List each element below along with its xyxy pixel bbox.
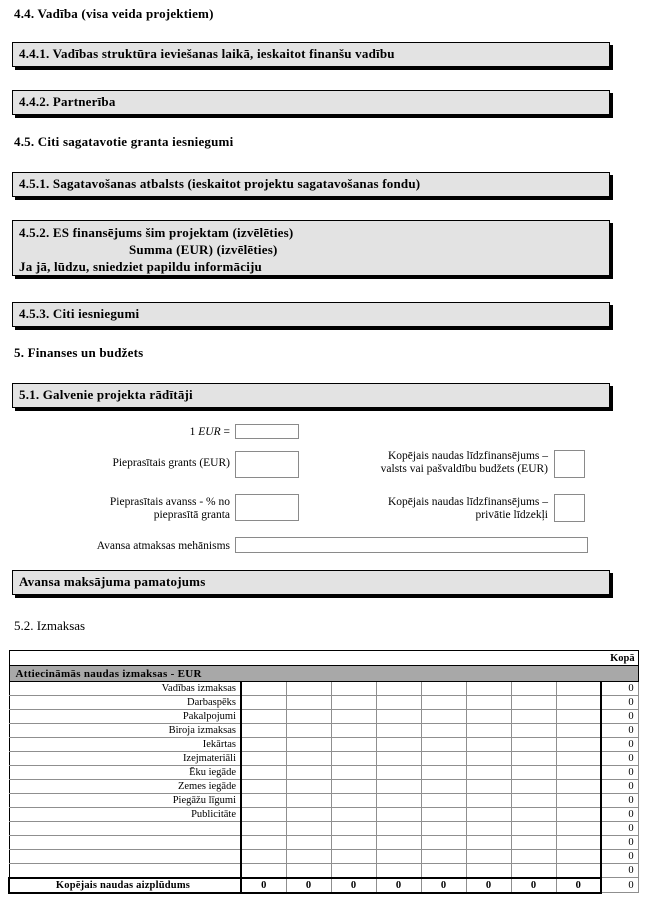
cost-cell[interactable] — [241, 766, 286, 780]
section-bar-4-5-2-line3: Ja jā, lūdzu, sniedziet papildu informāciju — [19, 259, 262, 274]
cost-cell[interactable] — [376, 864, 421, 878]
advance-percent-label — [60, 496, 230, 522]
cost-row-label: Darbaspēks — [9, 696, 241, 710]
cofinance-private-label — [330, 496, 548, 522]
cost-cell[interactable] — [286, 850, 331, 864]
cost-table-rows — [9, 682, 638, 893]
cost-cell[interactable]: 0 — [241, 878, 286, 893]
cost-cell[interactable] — [376, 850, 421, 864]
cost-row-total: 0 — [601, 864, 638, 878]
eur-rate-prefix: 1 — [189, 426, 196, 438]
cost-cell[interactable] — [331, 822, 376, 836]
cost-cell[interactable] — [331, 808, 376, 822]
section-bar-4-5-3[interactable]: 4.5.3. Citi iesniegumi — [12, 302, 610, 327]
cost-cell[interactable] — [421, 864, 466, 878]
cost-table-header-blank — [9, 651, 601, 666]
cost-table-total-row — [9, 878, 638, 893]
cost-cell[interactable] — [286, 822, 331, 836]
cost-cell[interactable] — [511, 850, 556, 864]
cost-table — [8, 650, 639, 894]
cost-cell[interactable] — [376, 710, 421, 724]
advance-percent-input[interactable] — [235, 494, 299, 521]
cost-cell[interactable] — [421, 780, 466, 794]
cost-row-label — [9, 864, 241, 878]
cofinance-private-label-line1: Kopējais naudas līdzfinansējums – — [387, 496, 548, 508]
cost-cell[interactable] — [331, 682, 376, 696]
table-row — [9, 766, 638, 780]
cost-cell[interactable] — [511, 836, 556, 850]
cost-cell[interactable] — [556, 864, 601, 878]
cost-cell[interactable] — [556, 836, 601, 850]
requested-grant-label: Pieprasītais grants (EUR) — [112, 457, 230, 469]
cost-cell[interactable] — [421, 682, 466, 696]
cost-cell[interactable] — [466, 766, 511, 780]
cost-row-total: 0 — [601, 794, 638, 808]
cost-cell[interactable] — [466, 738, 511, 752]
section-bar-4-5-2-line1: 4.5.2. ES finansējums šim projektam (izvēlēties) — [19, 225, 294, 240]
cost-row-label: Vadības izmaksas — [9, 682, 241, 696]
cost-cell[interactable] — [511, 766, 556, 780]
cost-row-total: 0 — [601, 822, 638, 836]
cost-cell[interactable] — [376, 794, 421, 808]
cost-cell[interactable] — [466, 808, 511, 822]
section-bar-avansa-pamatojums[interactable]: Avansa maksājuma pamatojums — [12, 570, 610, 595]
cost-cell[interactable] — [511, 724, 556, 738]
cost-cell[interactable] — [331, 710, 376, 724]
table-row — [9, 822, 638, 836]
page-title-5: 5. Finanses un budžets — [14, 345, 144, 360]
cost-cell[interactable] — [241, 822, 286, 836]
cost-cell[interactable] — [421, 794, 466, 808]
cost-table-header-row — [9, 651, 638, 666]
cost-cell[interactable] — [511, 696, 556, 710]
cost-row-total: 0 — [601, 710, 638, 724]
cost-cell[interactable] — [286, 738, 331, 752]
cost-cell[interactable] — [556, 724, 601, 738]
cost-cell[interactable] — [241, 724, 286, 738]
cost-cell[interactable]: 0 — [286, 878, 331, 893]
advance-repayment-label: Avansa atmaksas mehānisms — [96, 540, 230, 552]
cost-cell[interactable] — [241, 794, 286, 808]
cofinance-private-input[interactable] — [554, 494, 585, 522]
cost-cell[interactable] — [556, 682, 601, 696]
cost-table-band-label: Attiecināmās naudas izmaksas - EUR — [9, 666, 638, 682]
cost-cell[interactable] — [421, 822, 466, 836]
cost-cell[interactable] — [556, 696, 601, 710]
cost-cell[interactable] — [376, 752, 421, 766]
cost-cell[interactable] — [466, 724, 511, 738]
cost-cell[interactable] — [331, 724, 376, 738]
cost-cell[interactable] — [376, 682, 421, 696]
cost-row-label — [9, 850, 241, 864]
table-row — [9, 682, 638, 696]
cost-cell[interactable] — [331, 850, 376, 864]
cost-row-total: 0 — [601, 878, 638, 893]
eur-rate-unit: EUR — [198, 426, 221, 438]
cost-cell[interactable] — [556, 822, 601, 836]
cost-cell[interactable] — [511, 752, 556, 766]
cost-row-label: Piegāžu līgumi — [9, 794, 241, 808]
table-row — [9, 752, 638, 766]
cost-row-total: 0 — [601, 780, 638, 794]
section-bar-4-4-2[interactable]: 4.4.2. Partnerība — [12, 90, 610, 115]
table-row — [9, 696, 638, 710]
cost-cell[interactable] — [331, 752, 376, 766]
cost-cell[interactable] — [241, 780, 286, 794]
table-row — [9, 780, 638, 794]
cost-cell[interactable] — [286, 724, 331, 738]
cost-cell[interactable] — [421, 752, 466, 766]
cost-cell[interactable] — [421, 766, 466, 780]
cost-cell[interactable] — [286, 752, 331, 766]
cost-row-label — [9, 836, 241, 850]
cost-cell[interactable] — [466, 836, 511, 850]
cost-cell[interactable] — [331, 864, 376, 878]
cost-cell[interactable]: 0 — [421, 878, 466, 893]
cost-cell[interactable] — [241, 710, 286, 724]
cost-cell[interactable] — [466, 794, 511, 808]
cost-cell[interactable] — [286, 710, 331, 724]
table-row — [9, 864, 638, 878]
cost-cell[interactable] — [466, 822, 511, 836]
advance-repayment-input[interactable] — [235, 537, 588, 553]
cost-cell[interactable] — [376, 808, 421, 822]
table-row — [9, 850, 638, 864]
cost-cell[interactable] — [331, 836, 376, 850]
cost-cell[interactable] — [421, 808, 466, 822]
eur-rate-label — [120, 426, 230, 439]
cost-cell[interactable] — [556, 752, 601, 766]
table-row — [9, 724, 638, 738]
advance-percent-label-line1: Pieprasītais avanss - % no — [109, 496, 230, 508]
cost-cell[interactable] — [286, 780, 331, 794]
cofinance-public-label — [330, 450, 548, 476]
section-bar-5-1[interactable]: 5.1. Galvenie projekta rādītāji — [12, 383, 610, 408]
cost-cell[interactable] — [376, 696, 421, 710]
cost-cell[interactable] — [286, 836, 331, 850]
cost-cell[interactable] — [556, 794, 601, 808]
section-bar-4-5-1[interactable]: 4.5.1. Sagatavošanas atbalsts (ieskaitot projektu sagatavošanas fondu) — [12, 172, 610, 197]
cost-cell[interactable] — [241, 808, 286, 822]
cost-cell[interactable] — [421, 710, 466, 724]
cost-row-total: 0 — [601, 682, 638, 696]
table-row — [9, 710, 638, 724]
cofinance-private-label-line2: privātie līdzekļi — [475, 509, 548, 521]
cost-cell[interactable]: 0 — [511, 878, 556, 893]
cost-cell[interactable] — [331, 696, 376, 710]
cost-cell[interactable] — [376, 738, 421, 752]
cost-cell[interactable] — [241, 696, 286, 710]
cost-cell[interactable] — [421, 724, 466, 738]
cost-cell[interactable] — [286, 808, 331, 822]
cost-cell[interactable] — [421, 836, 466, 850]
page-title-5-2: 5.2. Izmaksas — [14, 618, 86, 633]
cost-row-label: Publicitāte — [9, 808, 241, 822]
cost-row-total: 0 — [601, 766, 638, 780]
cost-row-total-label: Kopējais naudas aizplūdums — [9, 878, 241, 893]
cost-cell[interactable] — [241, 864, 286, 878]
cost-row-total: 0 — [601, 696, 638, 710]
cost-cell[interactable] — [511, 710, 556, 724]
cost-cell[interactable] — [286, 682, 331, 696]
cost-cell[interactable] — [241, 738, 286, 752]
cost-table-header-total: Kopā — [601, 651, 638, 666]
cost-cell[interactable] — [466, 864, 511, 878]
page-title-4-4: 4.4. Vadība (visa veida projektiem) — [14, 6, 214, 21]
cost-row-label: Ēku iegāde — [9, 766, 241, 780]
cost-row-label: Pakalpojumi — [9, 710, 241, 724]
cost-cell[interactable] — [466, 682, 511, 696]
cost-cell[interactable] — [466, 696, 511, 710]
page-title-4-5: 4.5. Citi sagatavotie granta iesniegumi — [14, 134, 234, 149]
cost-row-total: 0 — [601, 850, 638, 864]
cost-row-total: 0 — [601, 836, 638, 850]
cost-cell[interactable] — [241, 682, 286, 696]
cost-row-total: 0 — [601, 808, 638, 822]
cost-row-label: Iekārtas — [9, 738, 241, 752]
cost-table-body — [9, 651, 638, 682]
cost-cell[interactable] — [556, 850, 601, 864]
cofinance-public-label-line2: valsts vai pašvaldību budžets (EUR) — [380, 463, 548, 475]
cost-cell[interactable] — [511, 738, 556, 752]
section-bar-4-4-1[interactable]: 4.4.1. Vadības struktūra ieviešanas laikā, ieskaitot finanšu vadību — [12, 42, 610, 67]
cost-cell[interactable] — [556, 738, 601, 752]
advance-percent-label-line2: pieprasītā granta — [153, 509, 230, 521]
cofinance-public-label-line1: Kopējais naudas līdzfinansējums – — [387, 450, 548, 462]
cost-cell[interactable] — [511, 808, 556, 822]
cost-cell[interactable] — [286, 864, 331, 878]
cost-cell[interactable] — [466, 850, 511, 864]
cost-cell[interactable] — [331, 794, 376, 808]
cofinance-public-input[interactable] — [554, 450, 585, 478]
cost-cell[interactable] — [331, 780, 376, 794]
section-bar-4-5-2-line2: Summa (EUR) (izvēlēties) — [129, 242, 278, 257]
cost-cell[interactable] — [421, 850, 466, 864]
cost-row-label — [9, 822, 241, 836]
cost-cell[interactable] — [556, 710, 601, 724]
cost-cell[interactable] — [511, 864, 556, 878]
table-row — [9, 808, 638, 822]
cost-cell[interactable] — [376, 766, 421, 780]
table-row — [9, 794, 638, 808]
cost-cell[interactable] — [241, 752, 286, 766]
cost-cell[interactable] — [511, 682, 556, 696]
cost-cell[interactable] — [556, 780, 601, 794]
requested-grant-input[interactable] — [235, 451, 299, 478]
cost-row-label: Izejmateriāli — [9, 752, 241, 766]
cost-cell[interactable] — [376, 822, 421, 836]
cost-row-total: 0 — [601, 752, 638, 766]
cost-cell[interactable] — [376, 836, 421, 850]
cost-cell[interactable] — [466, 780, 511, 794]
cost-cell[interactable] — [421, 696, 466, 710]
cost-cell[interactable] — [511, 822, 556, 836]
cost-cell[interactable]: 0 — [466, 878, 511, 893]
cost-cell[interactable] — [466, 752, 511, 766]
cost-cell[interactable] — [511, 794, 556, 808]
cost-cell[interactable] — [331, 738, 376, 752]
cost-cell[interactable] — [286, 794, 331, 808]
cost-cell[interactable] — [421, 738, 466, 752]
cost-cell[interactable] — [511, 780, 556, 794]
cost-cell[interactable] — [286, 766, 331, 780]
table-row — [9, 836, 638, 850]
cost-cell[interactable] — [376, 780, 421, 794]
cost-cell[interactable] — [286, 696, 331, 710]
cost-table-band-row — [9, 666, 638, 682]
section-bar-4-5-2[interactable] — [12, 220, 610, 276]
cost-row-total: 0 — [601, 738, 638, 752]
cost-row-total: 0 — [601, 724, 638, 738]
eur-rate-input[interactable] — [235, 424, 299, 439]
cost-row-label: Zemes iegāde — [9, 780, 241, 794]
cost-cell[interactable]: 0 — [331, 878, 376, 893]
cost-cell[interactable] — [556, 808, 601, 822]
table-row — [9, 738, 638, 752]
cost-cell[interactable] — [241, 836, 286, 850]
cost-cell[interactable] — [556, 766, 601, 780]
cost-row-label: Biroja izmaksas — [9, 724, 241, 738]
eur-rate-equals: = — [223, 426, 230, 438]
cost-cell[interactable]: 0 — [556, 878, 601, 893]
cost-cell[interactable] — [241, 850, 286, 864]
cost-cell[interactable] — [376, 724, 421, 738]
cost-cell[interactable] — [331, 766, 376, 780]
cost-cell[interactable] — [466, 710, 511, 724]
cost-cell[interactable]: 0 — [376, 878, 421, 893]
